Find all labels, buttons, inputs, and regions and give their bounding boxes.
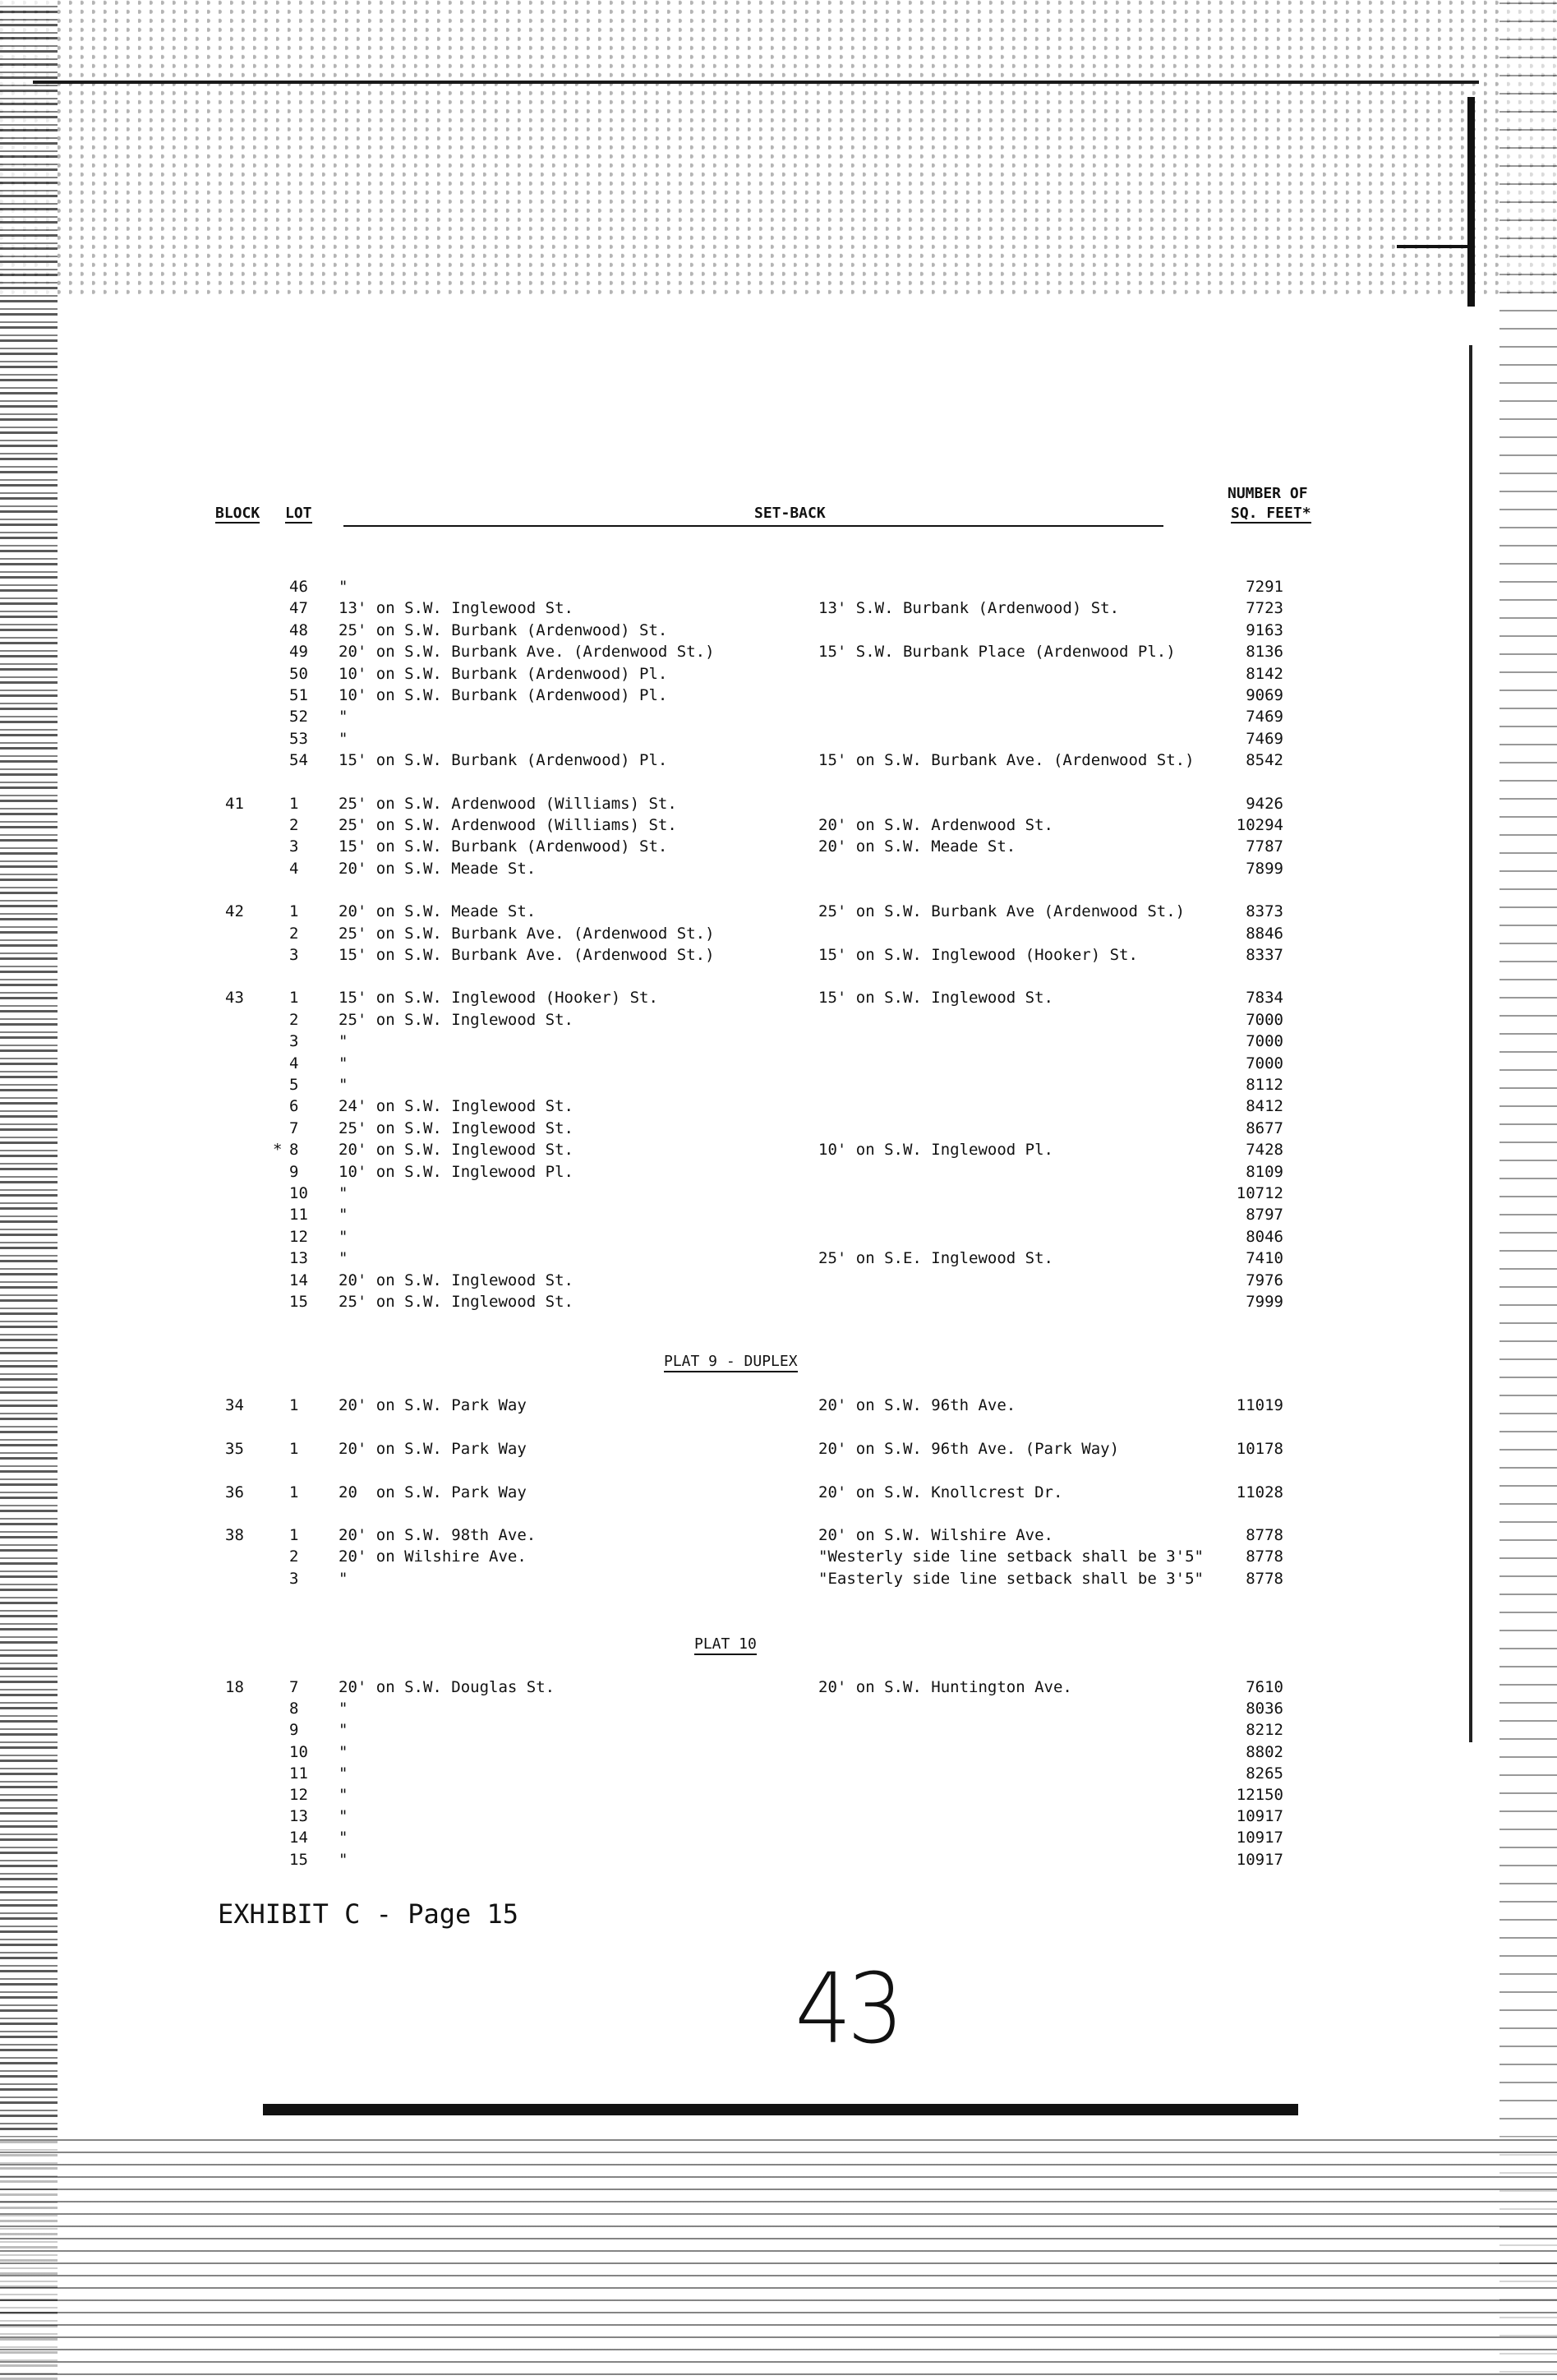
cell-sq: 8797 [1246,1206,1283,1224]
cell-lot: 11 [289,1764,308,1783]
cell-sq: 8136 [1246,643,1283,661]
cell-sb1: 25' on S.W. Inglewood St. [339,1011,574,1029]
cell-sq: 7999 [1246,1293,1283,1311]
cell-lot: 53 [289,730,308,748]
cell-block: 43 [225,989,244,1007]
cell-sb1: 20' on S.W. Meade St. [339,860,537,878]
cell-sb2: 15' S.W. Burbank Place (Ardenwood Pl.) [818,643,1176,661]
handwritten-page-number: 43 [795,1952,900,2065]
cell-sb2: 10' on S.W. Inglewood Pl. [818,1141,1053,1159]
cell-sb1: " [339,1743,348,1761]
cell-lot: 2 [289,925,299,943]
cell-lot: 1 [289,1440,299,1458]
cell-sq: 8778 [1246,1526,1283,1544]
cell-sq: 8109 [1246,1163,1283,1181]
cell-lot: 1 [289,1483,299,1501]
cell-sb2: 20' on S.W. Huntington Ave. [818,1678,1072,1696]
cell-sb1: 10' on S.W. Burbank (Ardenwood) Pl. [339,686,668,704]
cell-sb1: " [339,1764,348,1783]
cell-lot: 51 [289,686,308,704]
cell-sb2: 15' on S.W. Inglewood St. [818,989,1053,1007]
cell-sb1: 20' on S.W. Park Way [339,1396,527,1414]
cell-block: 18 [225,1678,244,1696]
cell-lot: 4 [289,1054,299,1072]
cell-sq: 9426 [1246,795,1283,813]
scan-noise-top [0,0,1557,296]
scan-noise-left [0,0,58,2380]
cell-sq: 7410 [1246,1249,1283,1267]
cell-sq: 8212 [1246,1721,1283,1739]
cell-sb1: " [339,1228,348,1246]
cell-sq: 7469 [1246,730,1283,748]
cell-sq: 7723 [1246,599,1283,617]
cell-sb2: "Westerly side line setback shall be 3'5" [818,1547,1204,1566]
setback-rule [343,525,1163,527]
header-block: BLOCK [215,505,260,522]
right-margin-line [1469,345,1472,1742]
cell-sb1: 25' on S.W. Burbank Ave. (Ardenwood St.) [339,925,715,943]
cell-sb1: " [339,1570,348,1588]
cell-sq: 7000 [1246,1011,1283,1029]
cell-sb2: 20' on S.W. Meade St. [818,837,1016,856]
cell-lot: 14 [289,1829,308,1847]
cell-lot: 2 [289,816,299,834]
cell-sb1: " [339,1807,348,1825]
cell-sb1: " [339,1054,348,1072]
cell-sb1: 25' on S.W. Ardenwood (Williams) St. [339,795,677,813]
cell-sb1: " [339,1184,348,1202]
cell-lot: 1 [289,1396,299,1414]
scan-noise-bottom [0,2137,1557,2380]
cell-sq: 8412 [1246,1097,1283,1115]
cell-lot: 2 [289,1547,299,1566]
bottom-bar [263,2104,1298,2115]
cell-lot: 1 [289,989,299,1007]
cell-block: 34 [225,1396,244,1414]
cell-sq: 7000 [1246,1032,1283,1050]
cell-sb2: 25' on S.W. Burbank Ave (Ardenwood St.) [818,902,1186,920]
cell-sq: 8142 [1246,665,1283,683]
cell-lot: 1 [289,902,299,920]
cell-sb1: 25' on S.W. Inglewood St. [339,1119,574,1137]
cell-sq: 10917 [1236,1851,1283,1869]
cell-lot: 5 [289,1076,299,1094]
cell-lot: 49 [289,643,308,661]
cell-sb2: 25' on S.E. Inglewood St. [818,1249,1053,1267]
cell-lot: 4 [289,860,299,878]
cell-lot: 1 [289,1526,299,1544]
cell-sq: 8373 [1246,902,1283,920]
cell-sb1: " [339,708,348,726]
cell-sb2: 15' on S.W. Inglewood (Hooker) St. [818,946,1138,964]
cell-sb1: 15' on S.W. Inglewood (Hooker) St. [339,989,658,1007]
cell-sq: 8036 [1246,1700,1283,1718]
cell-sb1: 13' on S.W. Inglewood St. [339,599,574,617]
cell-lot: 10 [289,1743,308,1761]
cell-sq: 8265 [1246,1764,1283,1783]
cell-lot: 7 [289,1678,299,1696]
cell-lot: 13 [289,1249,308,1267]
cell-lot: 46 [289,578,308,596]
cell-sq: 7834 [1246,989,1283,1007]
cell-lot: 9 [289,1721,299,1739]
cell-sb1: " [339,1721,348,1739]
cell-sq: 7428 [1246,1141,1283,1159]
cell-sb1: 25' on S.W. Ardenwood (Williams) St. [339,816,677,834]
cell-sq: 11028 [1236,1483,1283,1501]
cell-lot: 3 [289,946,299,964]
cell-sb2: 20' on S.W. Ardenwood St. [818,816,1053,834]
cell-sq: 12150 [1236,1786,1283,1804]
cell-sq: 8337 [1246,946,1283,964]
cell-sq: 10917 [1236,1829,1283,1847]
cell-block: 41 [225,795,244,813]
cell-lot: 6 [289,1097,299,1115]
cell-lot: 3 [289,1032,299,1050]
cell-sq: 8542 [1246,751,1283,769]
cell-sb2: 20' on S.W. Wilshire Ave. [818,1526,1053,1544]
cell-sq: 10294 [1236,816,1283,834]
cell-lot: 13 [289,1807,308,1825]
cell-sq: 10917 [1236,1807,1283,1825]
cell-sb1: 20' on S.W. Burbank Ave. (Ardenwood St.) [339,643,715,661]
cell-sb1: 20' on Wilshire Ave. [339,1547,527,1566]
cell-lot: 3 [289,1570,299,1588]
header-lot: LOT [285,505,312,522]
cell-sq: 8846 [1246,925,1283,943]
cell-sq: 10178 [1236,1440,1283,1458]
cell-sb1: " [339,1076,348,1094]
cell-sb1: 20' on S.W. Inglewood St. [339,1271,574,1289]
cell-sb2: 20' on S.W. 96th Ave. [818,1396,1016,1414]
cell-sb1: " [339,1249,348,1267]
cell-sb1: 20 on S.W. Park Way [339,1483,527,1501]
cell-sq: 7291 [1246,578,1283,596]
cell-lot: 12 [289,1228,308,1246]
cell-lot: 15 [289,1293,308,1311]
right-tick [1397,245,1475,248]
scan-noise-right [1499,0,1557,2380]
cell-sb1: 15' on S.W. Burbank (Ardenwood) Pl. [339,751,668,769]
cell-sq: 10712 [1236,1184,1283,1202]
cell-sq: 7469 [1246,708,1283,726]
cell-lot: 11 [289,1206,308,1224]
cell-sb2: 20' on S.W. 96th Ave. (Park Way) [818,1440,1120,1458]
header-setback: SET-BACK [754,505,826,522]
cell-sb1: " [339,1700,348,1718]
cell-sq: 8778 [1246,1570,1283,1588]
header-sq-feet: SQ. FEET* [1231,505,1311,522]
cell-sb1: 24' on S.W. Inglewood St. [339,1097,574,1115]
cell-lot: 10 [289,1184,308,1202]
cell-sb1: 20' on S.W. 98th Ave. [339,1526,537,1544]
cell-sq: 9069 [1246,686,1283,704]
header-number-of: NUMBER OF [1228,485,1308,502]
cell-sb2: 13' S.W. Burbank (Ardenwood) St. [818,599,1120,617]
cell-lot: 47 [289,599,308,617]
cell-sq: 9163 [1246,621,1283,639]
cell-lot: 15 [289,1851,308,1869]
cell-sq: 7976 [1246,1271,1283,1289]
cell-sb1: 25' on S.W. Inglewood St. [339,1293,574,1311]
exhibit-footer: EXHIBIT C - Page 15 [218,1898,519,1930]
cell-sb1: 15' on S.W. Burbank (Ardenwood) St. [339,837,668,856]
plat10-title: PLAT 10 [694,1635,757,1655]
asterisk-mark: * [273,1141,283,1159]
cell-lot: 2 [289,1011,299,1029]
cell-sb1: " [339,578,348,596]
cell-lot: 3 [289,837,299,856]
cell-sb1: 25' on S.W. Burbank (Ardenwood) St. [339,621,668,639]
cell-sb1: 20' on S.W. Meade St. [339,902,537,920]
cell-sq: 8046 [1246,1228,1283,1246]
cell-sq: 7000 [1246,1054,1283,1072]
cell-sq: 7610 [1246,1678,1283,1696]
cell-sq: 11019 [1236,1396,1283,1414]
cell-sb1: " [339,1032,348,1050]
cell-sq: 7787 [1246,837,1283,856]
cell-sb2: 15' on S.W. Burbank Ave. (Ardenwood St.) [818,751,1195,769]
cell-sb1: " [339,1206,348,1224]
cell-block: 35 [225,1440,244,1458]
cell-lot: 54 [289,751,308,769]
cell-sq: 8112 [1246,1076,1283,1094]
cell-lot: 1 [289,795,299,813]
cell-lot: 7 [289,1119,299,1137]
cell-lot: 8 [289,1141,299,1159]
cell-lot: 9 [289,1163,299,1181]
cell-sb2: "Easterly side line setback shall be 3'5" [818,1570,1204,1588]
cell-sq: 8802 [1246,1743,1283,1761]
plat9-title: PLAT 9 - DUPLEX [664,1353,798,1372]
cell-sb1: " [339,730,348,748]
cell-sq: 7899 [1246,860,1283,878]
cell-sb2: 20' on S.W. Knollcrest Dr. [818,1483,1063,1501]
top-rule [33,81,1479,84]
cell-sb1: 20' on S.W. Park Way [339,1440,527,1458]
cell-sb1: " [339,1829,348,1847]
cell-lot: 50 [289,665,308,683]
cell-sb1: " [339,1851,348,1869]
cell-block: 42 [225,902,244,920]
cell-lot: 48 [289,621,308,639]
right-bar [1467,97,1475,307]
cell-lot: 52 [289,708,308,726]
cell-block: 36 [225,1483,244,1501]
cell-lot: 14 [289,1271,308,1289]
cell-sb1: 20' on S.W. Douglas St. [339,1678,555,1696]
cell-sb1: 10' on S.W. Inglewood Pl. [339,1163,574,1181]
cell-sb1: 15' on S.W. Burbank Ave. (Ardenwood St.) [339,946,715,964]
cell-sb1: " [339,1786,348,1804]
cell-sq: 8677 [1246,1119,1283,1137]
cell-sq: 8778 [1246,1547,1283,1566]
cell-lot: 12 [289,1786,308,1804]
cell-sb1: 20' on S.W. Inglewood St. [339,1141,574,1159]
cell-sb1: 10' on S.W. Burbank (Ardenwood) Pl. [339,665,668,683]
cell-block: 38 [225,1526,244,1544]
cell-lot: 8 [289,1700,299,1718]
